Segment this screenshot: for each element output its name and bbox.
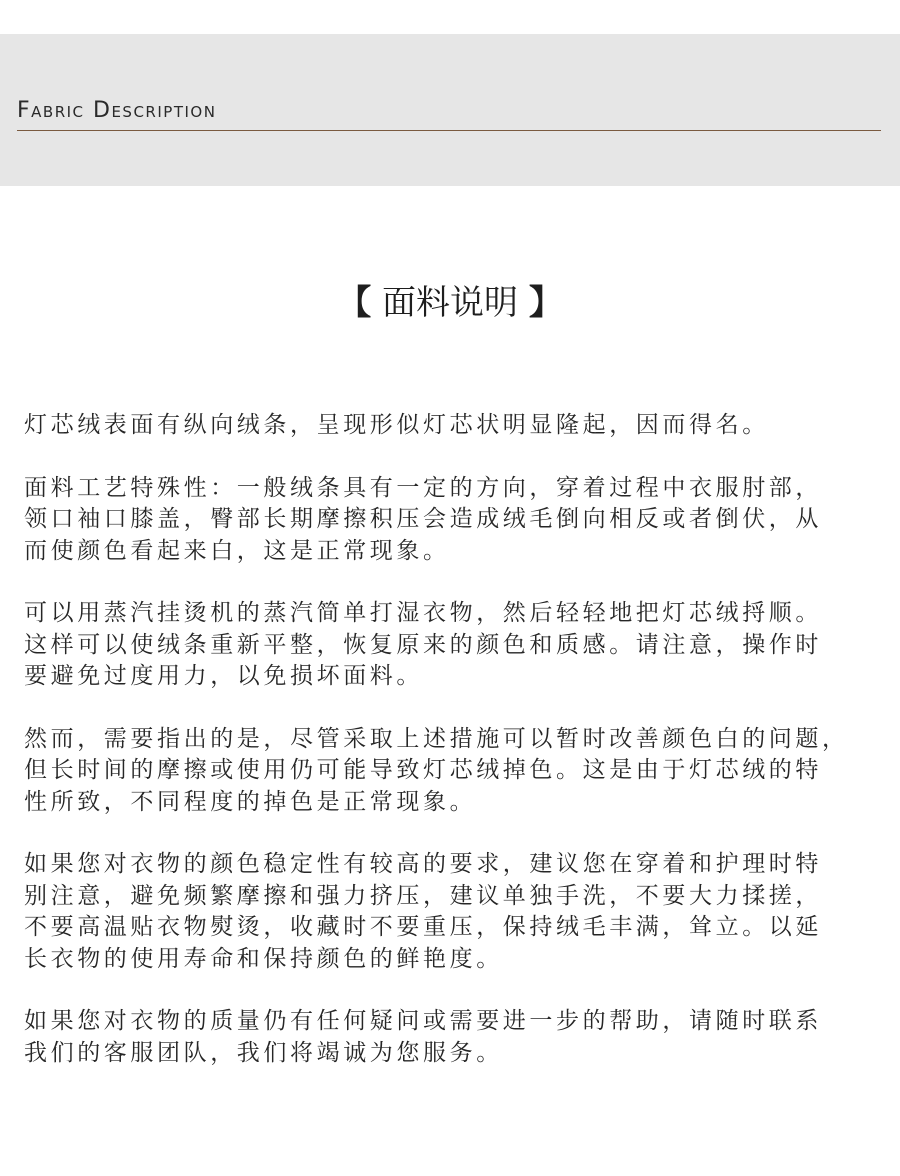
section-title: 面料说明 (382, 283, 518, 323)
header-divider (17, 130, 881, 131)
header-title: Fabric Description (17, 98, 217, 123)
bracket-open: 【 (337, 283, 372, 323)
bracket-close: 】 (528, 283, 563, 323)
paragraph-craft: 面料工艺特殊性：一般绒条具有一定的方向，穿着过程中衣服肘部， 领口袖口膝盖，臀部长期摩擦积压会造成绒毛倒向相反或者倒伏，从 而使颜色看起来白，这是正常现象。 (24, 474, 822, 564)
paragraph-intro: 灯芯绒表面有纵向绒条，呈现形似灯芯状明显隆起，因而得名。 (24, 412, 769, 438)
paragraph-fading-note: 然而，需要指出的是，尽管采取上述措施可以暂时改善颜色白的问题， 但长时间的摩擦或使用仍可能导致灯芯绒掉色。这是由于灯芯绒的特 性所致，不同程度的掉色是正常现象。 (24, 725, 849, 815)
paragraph-contact: 如果您对衣物的质量仍有任何疑问或需要进一步的帮助，请随时联系 我们的客服团队，我们将竭诚为您服务。 (24, 1008, 822, 1066)
section-heading (0, 278, 900, 328)
description-body (24, 410, 890, 1100)
paragraph-care-advice: 如果您对衣物的颜色稳定性有较高的要求，建议您在穿着和护理时特 别注意，避免频繁摩擦和强力挤压，建议单独手洗，不要大力揉搓， 不要高温贴衣物熨烫，收藏时不要重压，保持绒毛丰满，耸立。以延 长衣物的使用寿命和保持颜色的鲜艳度。 (24, 851, 822, 972)
paragraph-steam-care: 可以用蒸汽挂烫机的蒸汽简单打湿衣物，然后轻轻地把灯芯绒捋顺。 这样可以使绒条重新平整，恢复原来的颜色和质感。请注意，操作时 要避免过度用力，以免损坏面料。 (24, 600, 822, 689)
